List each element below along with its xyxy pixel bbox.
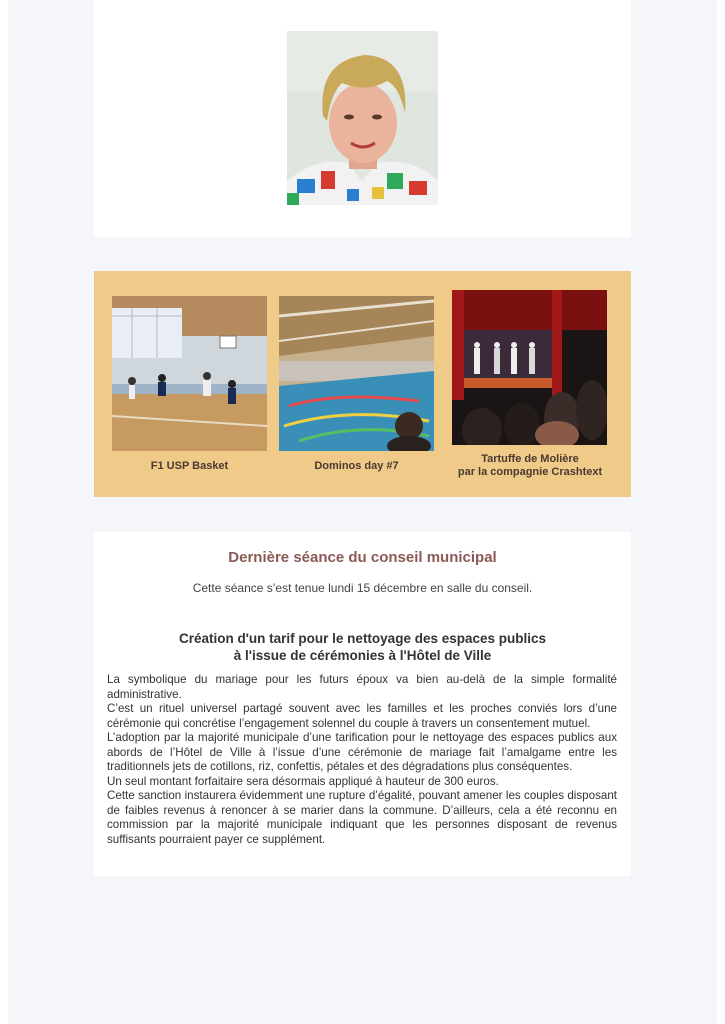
gallery-caption-dominos: Dominos day #7 [314, 460, 399, 472]
portrait-photo [287, 31, 438, 205]
basketball-photo [112, 296, 267, 451]
section-title: Dernière séance du conseil municipal [228, 549, 497, 566]
paragraph: Un seul montant forfaitaire sera désormais appliqué à hauteur de 300 euros. [107, 774, 499, 788]
dominos-photo [279, 296, 434, 451]
paragraph: C’est un rituel universel partagé souvent avec les familles et les proches conviés lors d’une cérémonie qui concrétise l’engagement solennel du couple à travers un consentement mutuel. [107, 702, 617, 730]
paragraph: L’adoption par la majorité municipale d’une tarification pour le nettoyage des espaces publics aux abords de l’Hôtel de Ville à l’issue d’une cérémonie de mariage fait l’amalgame entre les traditionnels jets de cotillons, riz, confettis, pétales et des dégradations plus conséquentes. [107, 731, 617, 773]
gallery-caption-basket: F1 USP Basket [150, 460, 229, 472]
article-body [107, 673, 617, 847]
gallery-band [94, 271, 631, 497]
portrait-card [94, 0, 631, 237]
gallery-caption-theatre: Tartuffe de Molière par la compagnie Crashtext [457, 453, 603, 478]
paragraph: Cette sanction instaurera évidemment une rupture d’égalité, pouvant amener les couples disposant de faibles revenus à renoncer à se marier dans la commune. D’ailleurs, cela a été reconnu en commission par la majorité municipale indiquant que les personnes disposant de revenus suffisants pourraient payer ce supplément. [107, 789, 617, 846]
intro-text: Cette séance s’est tenue lundi 15 décembre en salle du conseil. [192, 581, 533, 595]
article-headline: Création d'un tarif pour le nettoyage des espaces publics à l'issue de cérémonies à l'Hôtel de Ville [178, 631, 547, 663]
council-article [94, 532, 631, 876]
theatre-photo [452, 290, 607, 445]
paragraph: La symbolique du mariage pour les futurs époux va bien au-delà de la simple formalité administrative. [107, 673, 617, 701]
